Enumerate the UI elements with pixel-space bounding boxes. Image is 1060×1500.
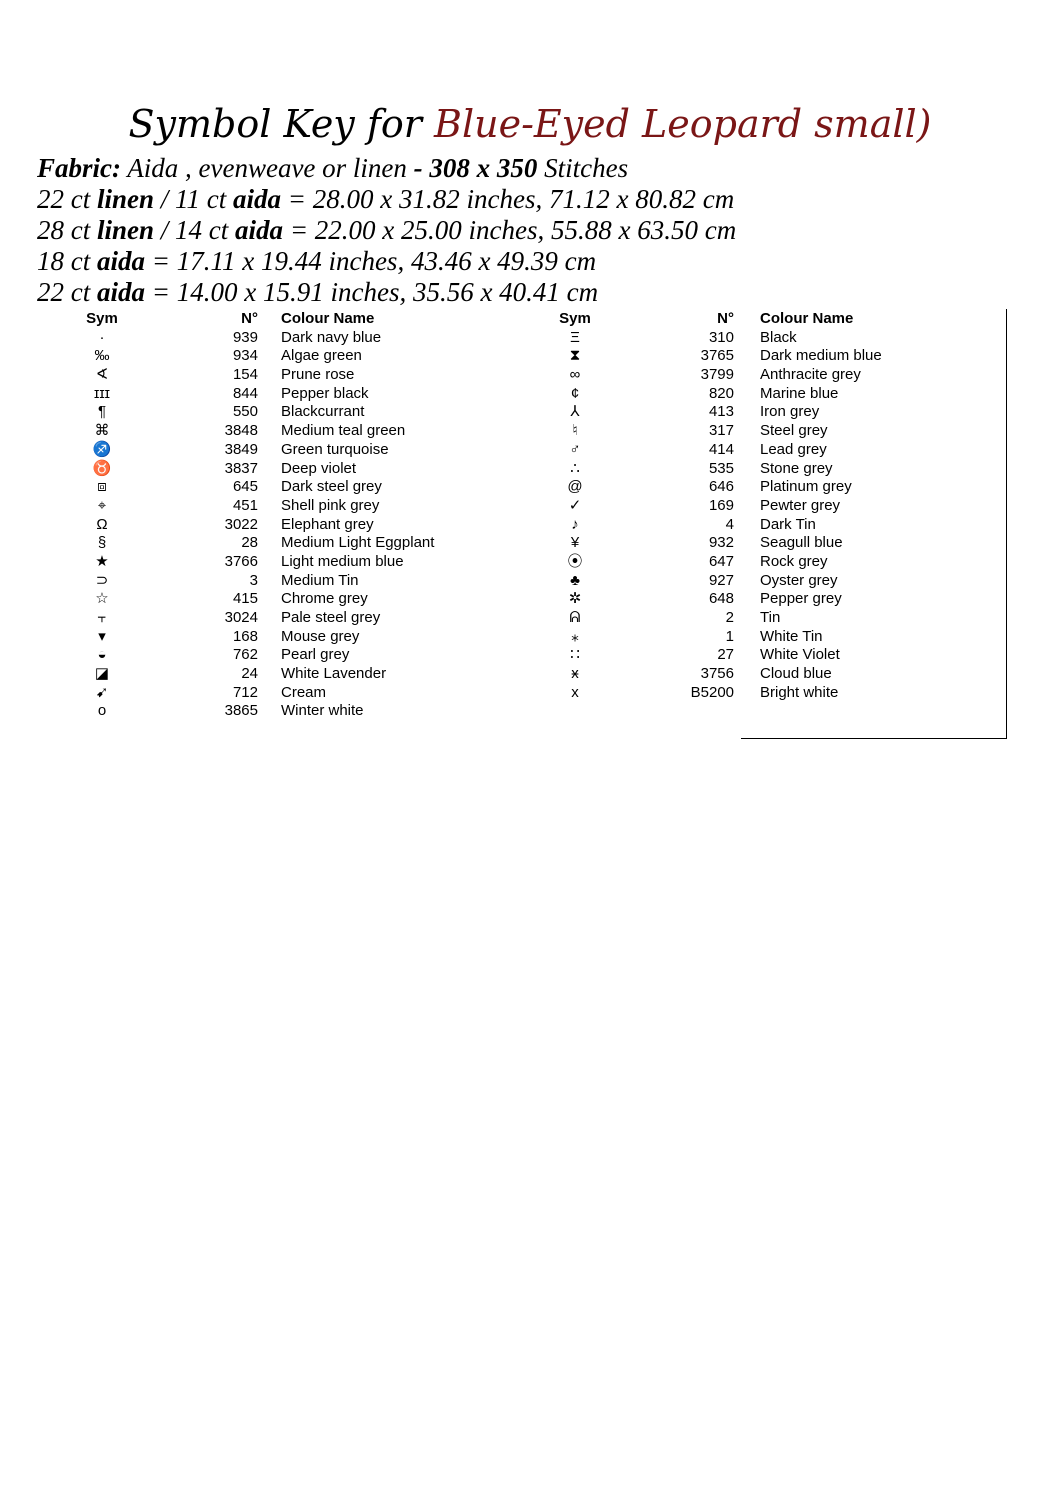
symbol: ⅄ xyxy=(570,403,580,421)
size-dims: = 22.00 x 25.00 inches, 55.88 x 63.50 cm xyxy=(283,215,737,245)
colour-name: Pepper grey xyxy=(760,590,842,608)
floss-number: 934 xyxy=(232,347,258,365)
key-row xyxy=(0,385,1060,404)
colour-name: Seagull blue xyxy=(760,534,843,552)
key-row xyxy=(0,422,1060,441)
floss-number: 451 xyxy=(232,496,258,514)
key-row xyxy=(0,460,1060,479)
colour-name: Dark steel grey xyxy=(281,478,382,496)
symbol: ⧈ xyxy=(97,478,107,496)
colour-name-header: Colour Name xyxy=(760,310,854,327)
key-row xyxy=(0,628,1060,647)
symbol: ♣ xyxy=(570,571,580,589)
key-row xyxy=(0,497,1060,516)
colour-name: Dark navy blue xyxy=(281,328,382,346)
colour-name: Pearl grey xyxy=(281,646,350,664)
symbol: ¥ xyxy=(570,534,580,552)
key-row xyxy=(0,347,1060,366)
symbol: ∞ xyxy=(569,366,581,384)
symbol: ➹ xyxy=(95,683,109,701)
symbol: · xyxy=(99,328,105,346)
colour-name-header: Colour Name xyxy=(281,310,375,327)
symbol: ɪɪɪ xyxy=(93,384,111,402)
floss-number: 712 xyxy=(232,683,258,701)
key-row xyxy=(0,590,1060,609)
symbol: ᕱ xyxy=(569,609,581,626)
size-separator: / xyxy=(154,184,176,214)
floss-number: 3799 xyxy=(700,366,734,384)
page-title xyxy=(0,98,1060,150)
size-line xyxy=(37,184,1027,215)
size-separator: / xyxy=(154,215,176,245)
size-fabric: aida xyxy=(233,184,282,214)
symbol: ✲ xyxy=(568,590,582,608)
key-row xyxy=(0,516,1060,535)
num-header: N° xyxy=(717,310,734,327)
colour-name: Prune rose xyxy=(281,366,355,384)
size-count: 14 ct xyxy=(175,215,236,245)
sym-header: Sym xyxy=(86,310,118,327)
symbol: o xyxy=(97,702,107,720)
floss-number: 413 xyxy=(708,403,734,421)
floss-number: 28 xyxy=(241,534,258,552)
floss-number: 550 xyxy=(232,403,258,421)
colour-name: Steel grey xyxy=(760,422,828,440)
colour-name: Blackcurrant xyxy=(281,403,365,421)
stitch-count: 308 x 350 xyxy=(429,153,538,183)
size-dims: = 17.11 x 19.44 inches, 43.46 x 49.39 cm xyxy=(145,246,597,276)
floss-number: 939 xyxy=(232,328,258,346)
floss-number: 3848 xyxy=(224,422,258,440)
fabric-materials: Aida , evenweave or linen xyxy=(121,153,414,183)
symbol: ⦿ xyxy=(567,552,583,570)
colour-name: Medium Light Eggplant xyxy=(281,534,435,552)
symbol: ∢ xyxy=(95,366,109,384)
key-row xyxy=(0,646,1060,665)
size-count: 22 ct xyxy=(37,277,97,307)
colour-name: Dark Tin xyxy=(760,515,816,533)
symbol: ♮ xyxy=(572,422,578,440)
floss-number: B5200 xyxy=(690,683,734,701)
size-count: 11 ct xyxy=(175,184,234,214)
size-dims: = 28.00 x 31.82 inches, 71.12 x 80.82 cm xyxy=(281,184,735,214)
symbol: ⁎ xyxy=(571,627,579,645)
key-header-row xyxy=(0,310,1060,329)
title-prefix: Symbol Key for xyxy=(128,102,435,146)
symbol: ⊃ xyxy=(95,571,109,589)
size-count: 22 ct xyxy=(37,184,97,214)
floss-number: 3 xyxy=(249,571,258,589)
floss-number: 3837 xyxy=(224,459,258,477)
symbol: ⧗ xyxy=(569,347,581,365)
size-dims: = 14.00 x 15.91 inches, 35.56 x 40.41 cm xyxy=(145,277,599,307)
symbol: ‰ xyxy=(94,347,110,365)
symbol: ∷ xyxy=(570,646,580,664)
fabric-info xyxy=(37,153,1027,308)
symbol: ӿ xyxy=(571,665,579,683)
colour-name: Pale steel grey xyxy=(281,609,381,626)
size-line xyxy=(37,215,1027,246)
size-fabric: linen xyxy=(97,215,155,245)
fabric-label: Fabric: xyxy=(37,153,121,183)
colour-name: White Lavender xyxy=(281,665,387,683)
num-header: N° xyxy=(241,310,258,327)
size-fabric: aida xyxy=(97,246,146,276)
size-fabric: aida xyxy=(235,215,284,245)
key-row xyxy=(0,702,520,721)
floss-number: 648 xyxy=(708,590,734,608)
colour-name: Black xyxy=(760,328,797,346)
floss-number: 820 xyxy=(708,384,734,402)
symbol: ⌖ xyxy=(97,496,107,514)
colour-name: Oyster grey xyxy=(760,571,838,589)
frame-right-border xyxy=(1006,309,1007,739)
symbol: ¢ xyxy=(570,384,580,402)
symbol: ♉ xyxy=(92,459,112,477)
size-fabric: linen xyxy=(97,184,155,214)
colour-name: Pewter grey xyxy=(760,496,841,514)
floss-number: 3849 xyxy=(224,440,258,458)
floss-number: 415 xyxy=(232,590,258,608)
colour-name: Elephant grey xyxy=(281,515,374,533)
floss-number: 762 xyxy=(232,646,258,664)
floss-number: 932 xyxy=(708,534,734,552)
symbol: ♐ xyxy=(92,440,112,458)
symbol: ★ xyxy=(95,552,109,570)
symbol: ✓ xyxy=(568,496,582,514)
colour-name: Mouse grey xyxy=(281,627,360,645)
colour-name: Green turquoise xyxy=(281,440,389,458)
colour-name: Rock grey xyxy=(760,552,828,570)
colour-name: Medium teal green xyxy=(281,422,406,440)
floss-number: 24 xyxy=(241,665,258,683)
colour-name: Anthracite grey xyxy=(760,366,861,384)
symbol: Ξ xyxy=(570,328,580,346)
symbol: ¶ xyxy=(97,403,107,421)
sym-header: Sym xyxy=(559,310,591,327)
symbol: ∴ xyxy=(570,459,580,477)
colour-name: Algae green xyxy=(281,347,362,365)
floss-number: 3865 xyxy=(224,702,258,720)
colour-name: Lead grey xyxy=(760,440,827,458)
floss-number: 927 xyxy=(708,571,734,589)
pattern-name: Blue-Eyed Leopard small) xyxy=(434,102,932,146)
symbol: ◪ xyxy=(94,665,110,683)
symbol: ♂ xyxy=(569,440,581,458)
colour-name: Iron grey xyxy=(760,403,820,421)
symbol: ♪ xyxy=(571,515,579,533)
colour-name: Light medium blue xyxy=(281,552,404,570)
symbol: ▾ xyxy=(98,627,106,645)
floss-number: 646 xyxy=(708,478,734,496)
floss-number: 535 xyxy=(708,459,734,477)
key-row xyxy=(0,366,1060,385)
size-line xyxy=(37,277,1027,308)
floss-number: 1 xyxy=(725,627,734,645)
key-row xyxy=(0,572,1060,591)
floss-number: 310 xyxy=(708,328,734,346)
colour-name: Platinum grey xyxy=(760,478,852,496)
key-row xyxy=(0,665,1060,684)
symbol: ☆ xyxy=(95,590,109,608)
key-row xyxy=(0,609,1060,628)
stitch-unit: Stitches xyxy=(537,153,629,183)
colour-name: White Tin xyxy=(760,627,823,645)
key-row xyxy=(0,534,1060,553)
colour-name: Stone grey xyxy=(760,459,833,477)
floss-number: 4 xyxy=(725,515,734,533)
symbol: x xyxy=(571,683,579,701)
key-row xyxy=(0,553,1060,572)
colour-name: Pepper black xyxy=(281,384,369,402)
symbol: ⌘ xyxy=(94,422,110,440)
frame-bottom-border xyxy=(741,738,1007,739)
key-row xyxy=(0,403,1060,422)
floss-number: 168 xyxy=(232,627,258,645)
floss-number: 169 xyxy=(708,496,734,514)
colour-name: Marine blue xyxy=(760,384,839,402)
size-fabric: aida xyxy=(97,277,146,307)
floss-number: 647 xyxy=(708,552,734,570)
fabric-line xyxy=(37,153,1027,184)
key-row xyxy=(0,684,1060,703)
floss-number: 3766 xyxy=(224,552,258,570)
colour-name: Tin xyxy=(760,609,781,626)
fabric-dash: - xyxy=(413,153,430,183)
symbol: @ xyxy=(567,478,583,496)
floss-number: 154 xyxy=(232,366,258,384)
floss-number: 645 xyxy=(232,478,258,496)
colour-name: Medium Tin xyxy=(281,571,359,589)
floss-number: 3765 xyxy=(700,347,734,365)
floss-number: 27 xyxy=(717,646,734,664)
key-row xyxy=(0,329,1060,348)
colour-name: Deep violet xyxy=(281,459,357,477)
symbol-key-right xyxy=(0,310,1060,702)
colour-name: Chrome grey xyxy=(281,590,368,608)
floss-number: 844 xyxy=(232,384,258,402)
key-row xyxy=(0,441,1060,460)
colour-name: Winter white xyxy=(281,702,364,720)
size-line xyxy=(37,246,1027,277)
symbol: Ω xyxy=(96,515,108,533)
size-count: 18 ct xyxy=(37,246,97,276)
colour-name: Dark medium blue xyxy=(760,347,882,365)
symbol: § xyxy=(97,534,107,552)
colour-name: Cream xyxy=(281,683,327,701)
colour-name: Shell pink grey xyxy=(281,496,380,514)
floss-number: 3756 xyxy=(700,665,734,683)
floss-number: 2 xyxy=(725,609,734,626)
symbol: ⫟ xyxy=(97,609,107,626)
key-row xyxy=(0,478,1060,497)
symbol: ◒ xyxy=(97,646,107,664)
floss-number: 3022 xyxy=(224,515,258,533)
floss-number: 414 xyxy=(708,440,734,458)
colour-name: Bright white xyxy=(760,683,839,701)
size-count: 28 ct xyxy=(37,215,97,245)
colour-name: White Violet xyxy=(760,646,840,664)
colour-name: Cloud blue xyxy=(760,665,832,683)
floss-number: 317 xyxy=(708,422,734,440)
floss-number: 3024 xyxy=(224,609,258,626)
